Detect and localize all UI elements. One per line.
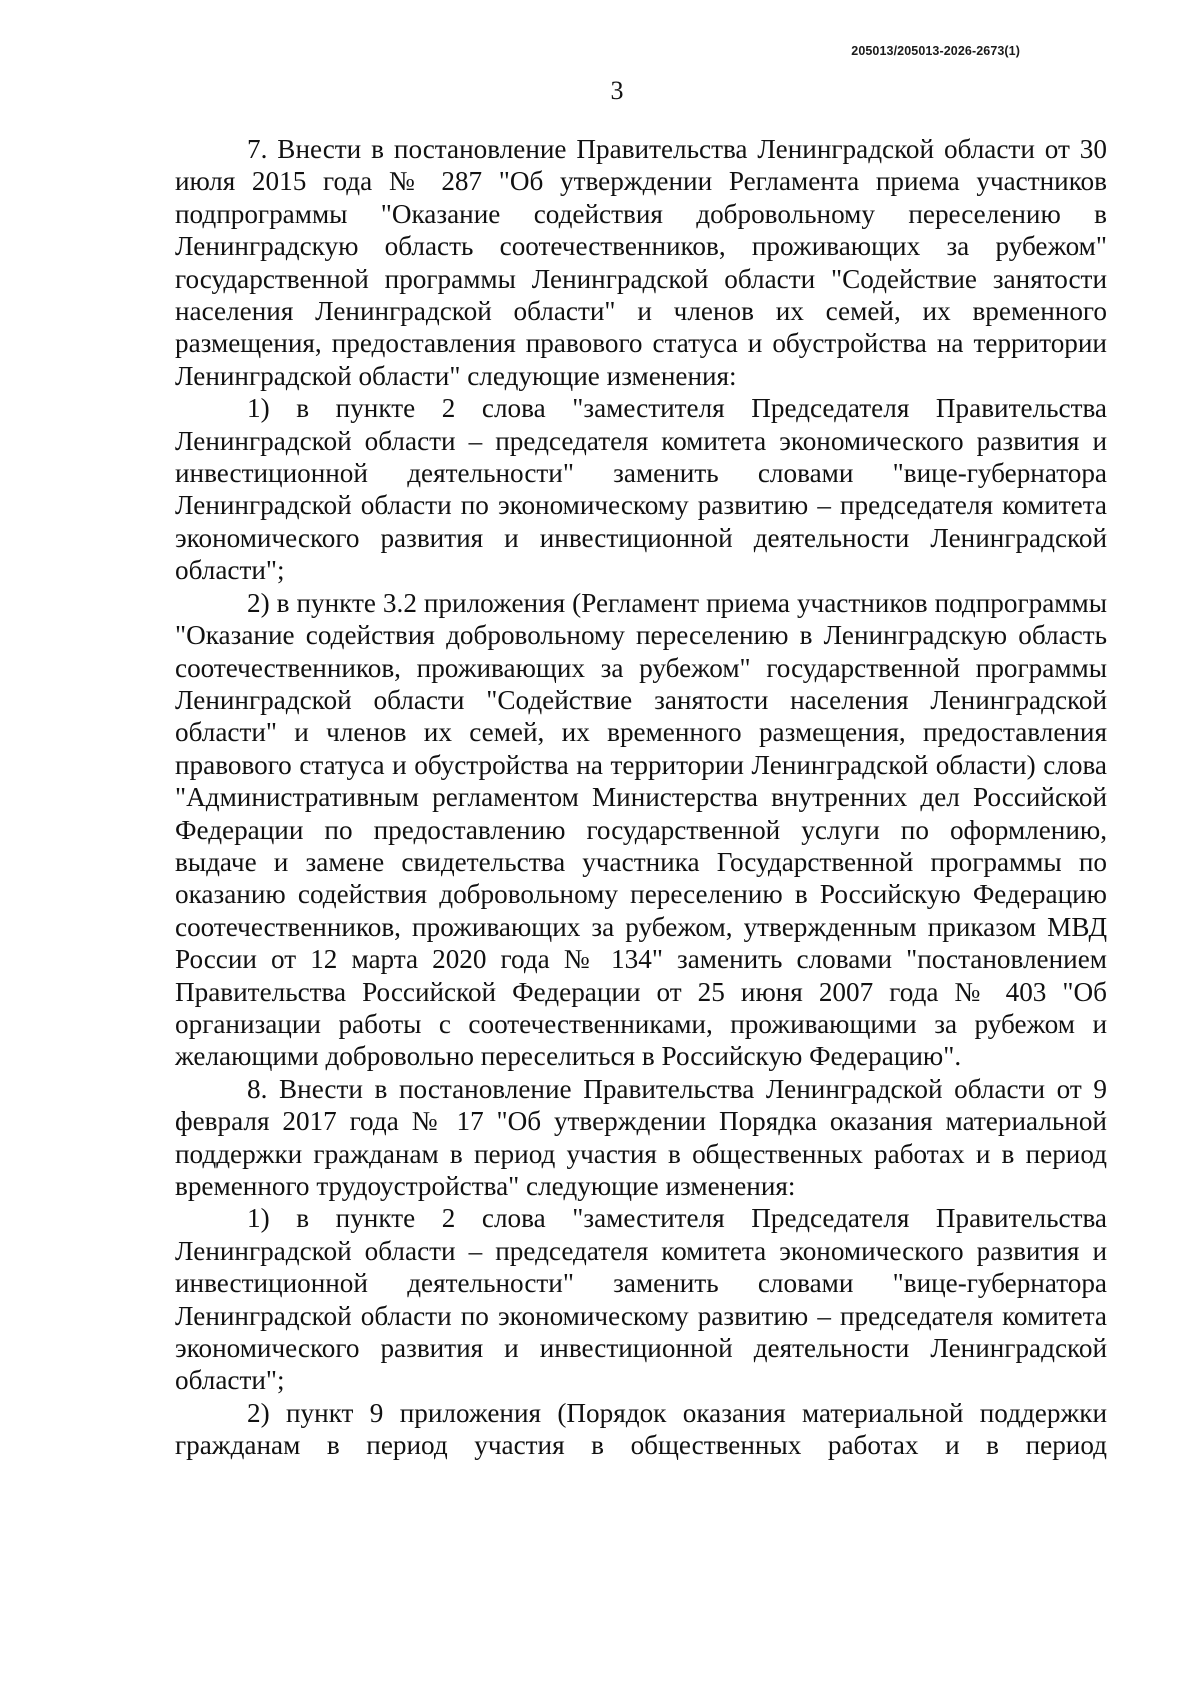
paragraph-item-8-2: 2) пункт 9 приложения (Порядок оказания материальной поддержки гражданам в период участия в общественных работах и в период bbox=[175, 1397, 1107, 1461]
paragraph-item-8: 8. Внести в постановление Правительства Ленинградской области от 9 февраля 2017 года № 17 "Об утверждении Порядка оказания материальной поддержки гражданам в период участия в общественных работах и в период временного трудоустройства" следующие изменения: bbox=[175, 1073, 1107, 1201]
paragraph-item-7: 7. Внести в постановление Правительства Ленинградской области от 30 июля 2015 года № 287 "Об утверждении Регламента приема участников подпрограммы "Оказание содействия добровольному переселению в Ленинградскую область соотечественников, проживающих за рубежом" государственной программы Ленинградской области "Содействие занятости населения Ленинградской области" и членов их семей, их временного размещения, предоставления правового статуса и обустройства на территории Ленинградской области" следующие изменения: bbox=[175, 134, 1107, 391]
paragraph-item-7-1: 1) в пункте 2 слова "заместителя Председателя Правительства Ленинградской области – председателя комитета экономического развития и инвестиционной деятельности" заменить словами "вице-губернатора Ленинградской области по экономическому развитию – председателя комитета экономического развития и инвестиционной деятельности Ленинградской области"; bbox=[175, 393, 1107, 586]
paragraph-item-7-2: 2) в пункте 3.2 приложения (Регламент приема участников подпрограммы "Оказание содействия добровольному переселению в Ленинградскую область соотечественников, проживающих за рубежом" государственной программы Ленинградской области "Содействие занятости населения Ленинградской области" и членов их семей, их временного размещения, предоставления правового статуса и обустройства на территории Ленинградской области) слова "Административным регламентом Министерства внутренних дел Российской Федерации по предоставлению государственной услуги по оформлению, выдаче и замене свидетельства участника Государственной программы по оказанию содействия добровольному переселению в Российскую Федерацию соотечественников, проживающих за рубежом, утвержденным приказом МВД России от 12 марта 2020 года № 134" заменить словами "постановлением Правительства Российской Федерации от 25 июня 2007 года № 403 "Об организации работы с соотечественниками, проживающими за рубежом и желающими добровольно переселиться в Российскую Федерацию". bbox=[175, 587, 1107, 1072]
document-registration-number: 205013/205013-2026-2673(1) bbox=[851, 44, 1020, 58]
document-body bbox=[175, 133, 1107, 1462]
paragraph-item-8-1: 1) в пункте 2 слова "заместителя Председателя Правительства Ленинградской области – председателя комитета экономического развития и инвестиционной деятельности" заменить словами "вице-губернатора Ленинградской области по экономическому развитию – председателя комитета экономического развития и инвестиционной деятельности Ленинградской области"; bbox=[175, 1203, 1107, 1396]
page-number: 3 bbox=[610, 76, 624, 105]
